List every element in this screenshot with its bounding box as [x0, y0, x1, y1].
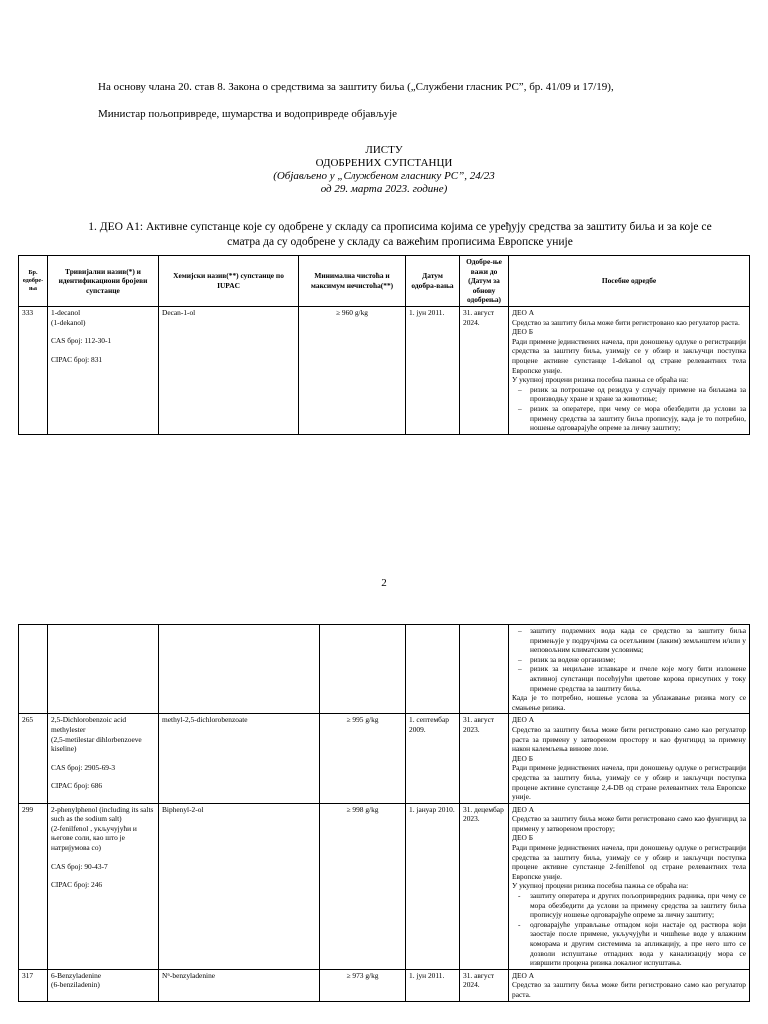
- expiry-date: 31. август 2023.: [460, 714, 509, 803]
- risk-item: - одговарајуће управљање отпадом који настаје од раствора који заостаје после примене, укључујући и чишћење воде у влажним коморама и другим системима за апликацију, а пре него што се дозволи испуштање отпадних вода у канализацију мора се извршити процена ризика локалног испуштања.: [530, 920, 746, 968]
- risk-intro: У укупној процени ризика посебна пажња се обраћа на:: [512, 881, 689, 891]
- cas-number: CAS број: 90-43-7: [51, 861, 108, 871]
- section-heading-line-2: сматра да су одобрене у складу са важећим прописима Европске уније: [227, 236, 573, 248]
- approval-date: 1. јун 2011.: [406, 969, 460, 1001]
- publication-date: од 29. марта 2023. године): [320, 183, 448, 195]
- cipac-number: CIPAC број: 831: [51, 354, 103, 364]
- iupac-name: Decan-1-ol: [159, 306, 299, 434]
- part-a-text: Средство за заштиту биља може бити регистровано само као регулатор раста за примену у затвореном простору и као фунгицид за примену након калемљења винове лозе.: [512, 724, 746, 754]
- table-row: [19, 714, 750, 803]
- risk-item: – ризик за нециљане зглавкаре и пчеле које могу бити изложене активној супстанци посећујући цветове корова присутних у току примене средства за заштиту биља.: [530, 664, 746, 693]
- part-b-heading: ДЕО Б: [512, 753, 533, 763]
- part-b-heading: ДЕО Б: [512, 327, 533, 337]
- cas-number: CAS број: 2905-69-3: [51, 762, 116, 772]
- trivial-name: 1-decanol: [51, 307, 81, 317]
- risk-intro: У укупној процени ризика посебна пажња се обраћа на:: [512, 375, 689, 385]
- part-b-heading: ДЕО Б: [512, 833, 533, 843]
- table-header-row: [19, 256, 750, 307]
- risk-item: - заштиту оператера и других пољопривредних радника, при чему се мора обезбедити да услови за примену средства за заштиту биља прописују ношење одговарајуће опреме за личну заштиту;: [530, 891, 746, 920]
- approval-number: 265: [19, 714, 48, 803]
- substance-names: [48, 803, 159, 969]
- purity: ≥ 995 g/kg: [320, 714, 406, 803]
- part-a-text: Средство за заштиту биља може бити регистровано као регулатор раста.: [512, 317, 740, 327]
- part-b-text: Ради примене јединствених начела, при доношењу одлуке о регистрацији средства за заштиту биља, узимају се у обзир и закључци поступка процене активне супстанце 1-dekanol од стране релевантних тела Европске уније.: [512, 336, 746, 375]
- special-provisions: [509, 306, 750, 434]
- expiry-date: 31. август 2024.: [460, 969, 509, 1001]
- title-line-2: ОДОБРЕНИХ СУПСТАНЦИ: [315, 157, 453, 169]
- risk-item: – заштиту подземних вода када се средство за заштиту биља примењује у подручјима са осетљивим (лаким) земљиштем и/или у неповољним климатским условима;: [530, 626, 746, 655]
- trivial-name: 2,5-Dichlorobenzoic acid methylester: [51, 715, 127, 734]
- part-a-heading: ДЕО А: [512, 307, 535, 317]
- local-name: (1-dekanol): [51, 317, 86, 327]
- header-iupac-name: Хемијски назив(**) супстанце по IUPAC: [159, 256, 299, 307]
- risk-item: – ризик за водене организме;: [530, 655, 746, 665]
- part-a-heading: ДЕО А: [512, 970, 535, 980]
- purity: ≥ 998 g/kg: [320, 803, 406, 969]
- iupac-name: Biphenyl-2-ol: [159, 803, 320, 969]
- special-provisions: [509, 803, 750, 969]
- header-approval-date: Датум одобра-вања: [406, 256, 460, 307]
- header-expiry: Одобре-ње важи до (Датум за обнову одобрења): [460, 256, 509, 307]
- iupac-name: N⁶-benzyladenine: [159, 969, 320, 1001]
- substances-table-page-1: [18, 255, 750, 435]
- iupac-name: methyl-2,5-dichlorobenzoate: [159, 714, 320, 803]
- section-heading-line-1: 1. ДЕО А1: Активне супстанце које су одобрене у складу са прописима којима се уређују средства за заштиту биља и за које се: [88, 221, 712, 233]
- header-purity: Минимална чистоћа и максимум нечистоћа(**): [299, 256, 406, 307]
- table-row: [19, 803, 750, 969]
- local-name: (6-benziladenin): [51, 980, 100, 990]
- part-a-heading: ДЕО А: [512, 804, 535, 814]
- special-provisions: [509, 969, 750, 1001]
- substances-table-page-2: [18, 624, 750, 1002]
- approval-date: 1. јануар 2010.: [406, 803, 460, 969]
- part-a-text: Средство за заштиту биља може бити регистровано само као фунгицид за примену у затвореном простору;: [512, 814, 746, 833]
- substance-names: [48, 714, 159, 803]
- expiry-date: 31. август 2024.: [460, 306, 509, 434]
- header-trivial-name: Тривијални назив(*) и идентификациони бројеви супстанце: [48, 256, 159, 307]
- approval-number: 317: [19, 969, 48, 1001]
- provisions-tail: Када је то потребно, ношење услова за ублажавање ризика могу се смањење ризика.: [512, 693, 746, 712]
- page-number: 2: [381, 577, 387, 589]
- part-b-text: Ради примене јединствених начела, при доношењу одлуке о регистрацији средства за заштиту биља, узимају се у обзир и закључци поступка процене активне супстанце 2-fenilfenol од стране релевантних тела Европске уније.: [512, 843, 746, 881]
- part-b-text: Ради примене јединствених начела, при доношењу одлуке о регистрацији средства за заштиту биља, узимају се у обзир и закључци поступка процене активне супстанце 2,4-DB од стране релевантних тела Европске уније.: [512, 763, 746, 802]
- document-title: [0, 144, 768, 196]
- local-name: (2,5-metilestar dihlorbenzoeve kiseline): [51, 734, 142, 754]
- substance-names: [48, 969, 159, 1001]
- part-a-heading: ДЕО А: [512, 715, 535, 725]
- section-heading: [60, 220, 740, 250]
- expiry-date: 31. децембар 2023.: [460, 803, 509, 969]
- substance-names: [48, 306, 159, 434]
- approval-number: 333: [19, 306, 48, 434]
- cas-number: CAS број: 112-30-1: [51, 336, 112, 346]
- table-row-continued: [19, 625, 750, 714]
- purity: ≥ 973 g/kg: [320, 969, 406, 1001]
- minister-line: Министар пољопривреде, шумарства и водопривреде објављује: [98, 108, 398, 120]
- risk-item: – ризик за потрошаче од резидуа у случају примене на биљкама за производњу хране и хране за животиње;: [530, 385, 746, 404]
- special-provisions-continued: [509, 625, 750, 714]
- table-row: [19, 306, 750, 434]
- header-provisions: Посебне одредбе: [509, 256, 750, 307]
- trivial-name: 6-Benzyladenine: [51, 970, 102, 980]
- title-line-1: ЛИСТУ: [365, 144, 403, 156]
- trivial-name: 2-phenylphenol (including its salts such as the sodium salt): [51, 804, 154, 824]
- special-provisions: [509, 714, 750, 803]
- legal-basis-line: На основу члана 20. став 8. Закона о средствима за заштиту биља („Службени гласник РС”, бр. 41/09 и 17/19),: [98, 81, 614, 93]
- cipac-number: CIPAC број: 686: [51, 781, 103, 791]
- header-approval-no: Бр. одобре-ња: [19, 256, 48, 307]
- purity: ≥ 960 g/kg: [299, 306, 406, 434]
- risk-item: – ризик за оператере, при чему се мора обезбедити да услови за примену средства за заштиту биља прописују, када је то потребно, ношење одговарајуће опреме за личну заштиту;: [530, 404, 746, 433]
- approval-date: 1. јун 2011.: [406, 306, 460, 434]
- local-name: (2-fenilfenol , укључујући и његове соли, као што је натријумова со): [51, 823, 137, 853]
- approval-number: 299: [19, 803, 48, 969]
- publication-note: (Објављено у „Службеном гласнику РС”, 24/23: [273, 170, 495, 182]
- approval-date: 1. септембар 2009.: [406, 714, 460, 803]
- part-a-text: Средство за заштиту биља може бити регистровано само као регулатор раста.: [512, 980, 746, 999]
- cipac-number: CIPAC број: 246: [51, 880, 103, 890]
- table-row: [19, 969, 750, 1001]
